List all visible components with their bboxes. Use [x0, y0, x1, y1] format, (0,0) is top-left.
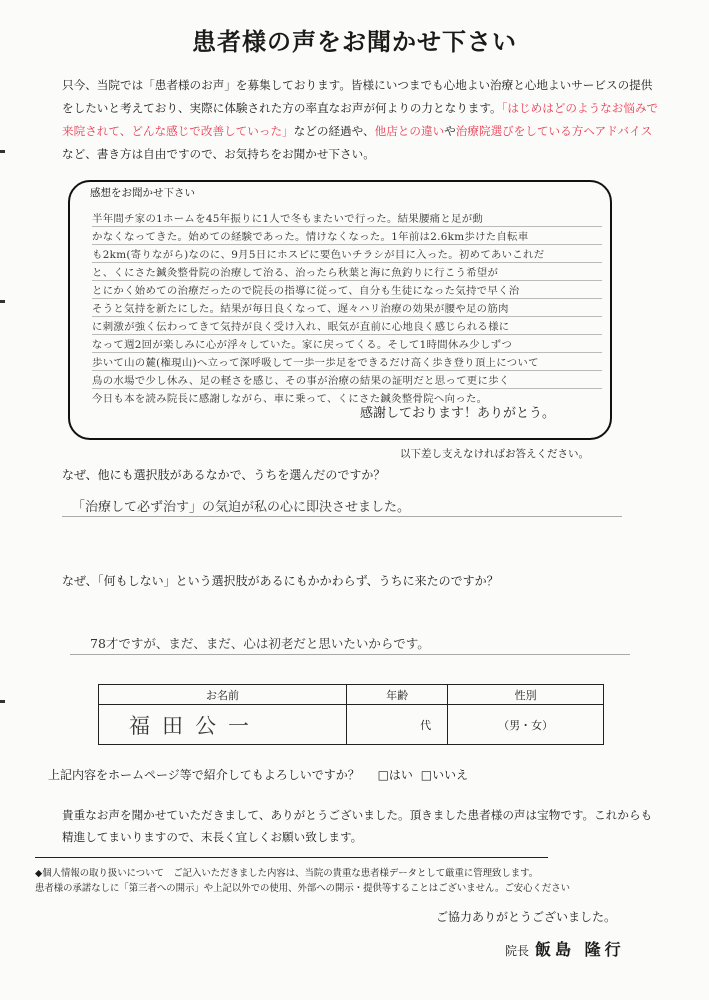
- age-suffix: 代: [420, 718, 432, 732]
- page-title: 患者様の声をお聞かせ下さい: [192, 28, 517, 56]
- cooperation-thanks: ご協力ありがとうございました。: [436, 910, 617, 924]
- gender-field[interactable]: （男・女）: [448, 705, 604, 745]
- question-1: なぜ、他にも選択肢があるなかで、うちを選んだのですか？: [62, 468, 386, 482]
- ruled-line: [92, 244, 602, 245]
- privacy-line: 患者様の承諾なしに「第三者への開示」や上記以外での使用、外部への開示・提供等することはございません。ご安心ください: [35, 883, 570, 894]
- handwritten-line: とにかく始めての治療だったので院長の指導に従って、自分も生徒になった気持で早く治: [92, 285, 520, 297]
- intro-text: や: [444, 124, 456, 138]
- handwritten-line: も2km(寄りながら)なのに、9月5日にホスピに要色いチラシが目に入った。初めてあいこれだ: [92, 249, 545, 261]
- intro-highlight: 治療院選びをしている方へアドバイス: [455, 124, 653, 138]
- intro-text: など、書き方は自由ですので、お気持ちをお聞かせ下さい。: [62, 147, 375, 161]
- optional-note: 以下差し支えなければお答えください。: [400, 448, 589, 460]
- ruled-line: [92, 352, 602, 353]
- privacy-notice: [35, 866, 570, 896]
- intro-text: 只今、当院では「患者様のお声」を募集しております。皆様にいつまでも心地よい治療と心地よいサービスの提供をしたいと考えており、実際に体験された方の率直なお声が何よりの力となります。: [62, 78, 653, 115]
- name-field[interactable]: 福田公一: [99, 705, 347, 745]
- age-header: 年齢: [347, 685, 448, 705]
- handwritten-line: 鳥の水場で少し休み、足の軽さを感じ、その事が治療の結果の証明だと思って更に歩く: [92, 375, 510, 387]
- answer-line: [62, 516, 622, 517]
- impression-signoff: 感謝しております！ありがとう。: [360, 406, 556, 421]
- handwritten-line: なって週2回が楽しみに心が浮々していた。家に戻ってくる。そして1時間休み少しずつ: [92, 339, 513, 351]
- handwritten-line: と、くにさた鍼灸整骨院の治療して治る、治ったら秋葉と海に魚釣りに行こう希望が: [92, 267, 499, 279]
- intro-highlight: 他店との違い: [374, 124, 445, 138]
- ruled-line: [92, 388, 602, 389]
- director-name: 飯島 隆行: [535, 940, 625, 959]
- gender-header: 性別: [448, 685, 604, 705]
- intro-paragraph: [62, 74, 662, 166]
- ruled-line: [92, 262, 602, 263]
- binder-mark: [0, 300, 5, 303]
- handwritten-line: 今日も本を読み院長に感謝しながら、車に乗って、くにさた鍼灸整骨院へ向った。: [92, 393, 488, 405]
- divider: [35, 857, 548, 858]
- consent-question: 上記内容をホームページ等で紹介してもよろしいですか？: [48, 768, 360, 782]
- binder-mark: [0, 150, 5, 153]
- ruled-line: [92, 370, 602, 371]
- ruled-line: [92, 334, 602, 335]
- ruled-line: [92, 316, 602, 317]
- answer-2[interactable]: 78才ですが、まだ、まだ、心は初老だと思いたいからです。: [90, 636, 430, 651]
- binder-mark: [0, 700, 5, 703]
- question-2: なぜ、「何もしない」という選択肢があるにもかかわらず、うちに来たのですか？: [62, 574, 499, 588]
- handwritten-line: に刺激が強く伝わってきて気持が良く受け入れ、眠気が直前に心地良く感じられる様に: [92, 321, 510, 333]
- patient-info-table: [98, 684, 604, 745]
- director-signature: [505, 937, 625, 960]
- ruled-line: [92, 226, 602, 227]
- privacy-line: ◆個人情報の取り扱いについて ご記入いただきました内容は、当院の貴重な患者様データとして厳重に管理致します。: [35, 868, 539, 879]
- answer-1[interactable]: 「治療して必ず治す」の気迫が私の心に即決させました。: [72, 500, 411, 515]
- handwritten-line: 半年間チ家の1ホームを45年振りに1人で冬もまたいで行った。結果腰痛と足が動: [92, 213, 484, 225]
- answer-line: [70, 654, 630, 655]
- intro-highlight: 「はじめはどのようなお悩みで来院されて、どんな感じで改善していった」: [62, 101, 659, 138]
- handwritten-line: かなくなってきた。始めての経験であった。情けなくなった。1年前は2.6km歩けた自転車: [92, 231, 529, 243]
- consent-yes-checkbox[interactable]: □はい: [377, 768, 413, 782]
- director-role: 院長: [505, 944, 530, 958]
- name-header: お名前: [99, 685, 347, 705]
- consent-row: [48, 766, 468, 783]
- thanks-paragraph: 貴重なお声を聞かせていただきまして、ありがとうございました。頂きました患者様の声は宝物です。これからも精進してまいりますので、末長く宜しくお願い致します。: [62, 808, 653, 844]
- impression-label: 感想をお聞かせ下さい: [90, 187, 195, 199]
- handwritten-line: そうと気持を新たにした。結果が毎日良くなって、遅々ハリ治療の効果が腰や足の筋肉: [92, 303, 509, 315]
- ruled-line: [92, 280, 602, 281]
- consent-no-checkbox[interactable]: □いいえ: [420, 768, 469, 782]
- handwritten-line: 歩いて山の麓(権現山)へ立って深呼吸して一歩一歩足をできるだけ高く歩き登り頂上について: [92, 357, 539, 369]
- intro-text: などの経過や、: [293, 124, 375, 138]
- ruled-line: [92, 298, 602, 299]
- age-field[interactable]: [347, 705, 448, 745]
